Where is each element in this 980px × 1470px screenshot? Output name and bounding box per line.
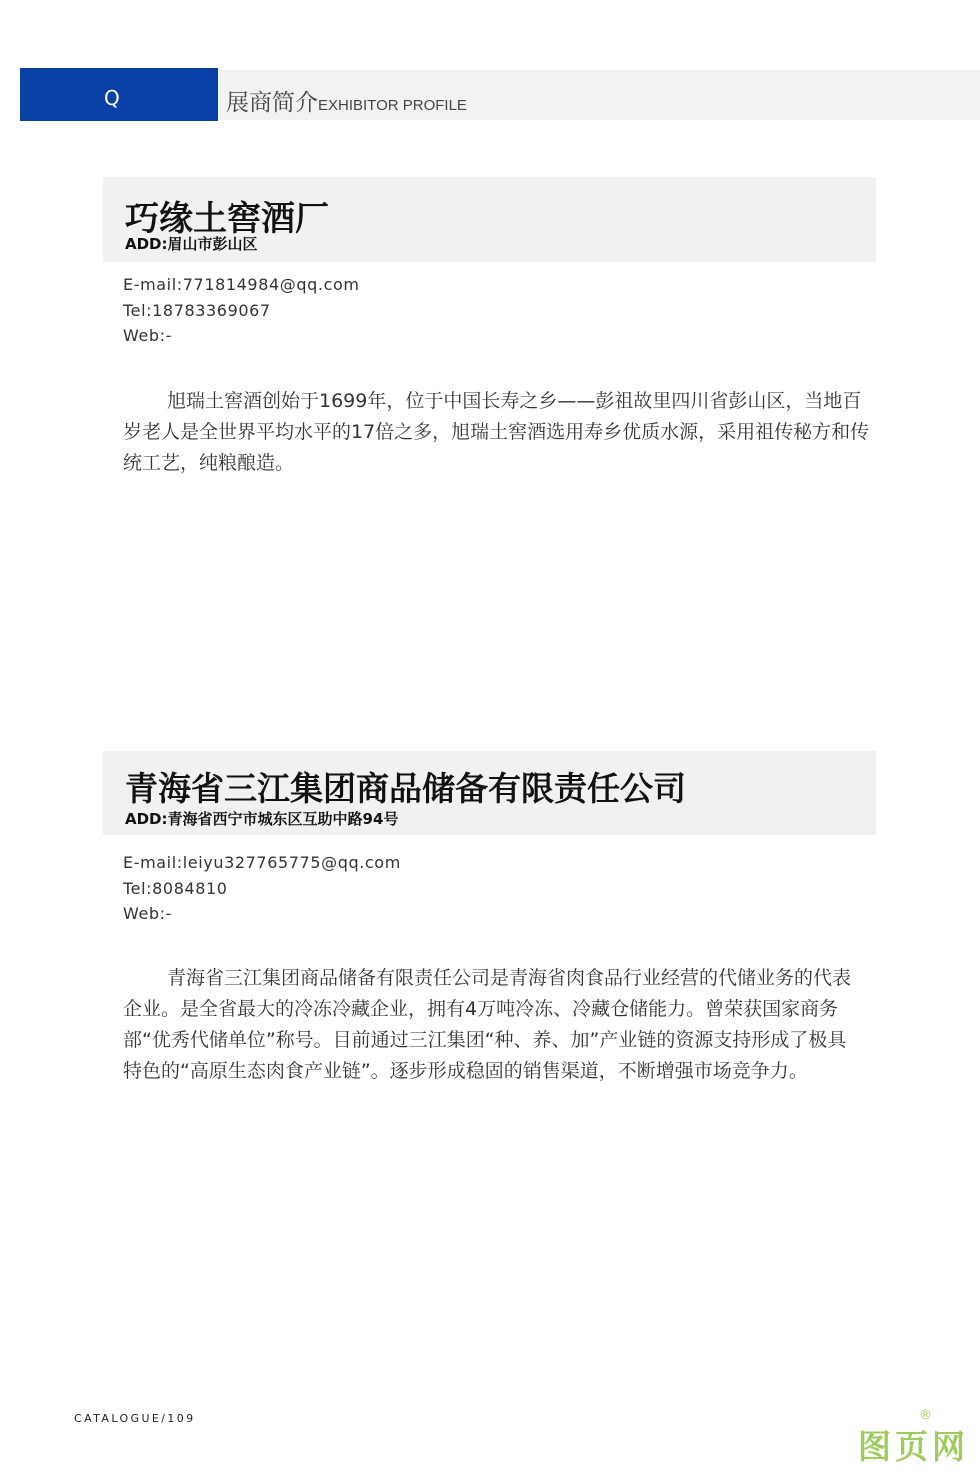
company-description: 青海省三江集团商品储备有限责任公司是青海省肉食品行业经营的代储业务的代表企业。是全省最大的冷冻冷藏企业，拥有4万吨冷冻、冷藏仓储能力。曾荣获国家商务部“优秀代储单位”称号。目前通过三江集团“种、养、加”产业链的资源支持形成了极具特色的“高原生态肉食产业链”。逐步形成稳固的销售渠道，不断增强市场竞争力。 bbox=[123, 967, 852, 1082]
company-name: 青海省三江集团商品储备有限责任公司 bbox=[125, 769, 686, 808]
company-description: 旭瑞土窖酒创始于1699年，位于中国长寿之乡——彭祖故里四川省彭山区，当地百岁老人是全世界平均水平的17倍之多，旭瑞土窖酒选用寿乡优质水源，采用祖传秘方和传统工艺，纯粮酿造。 bbox=[123, 390, 870, 474]
company-header-box bbox=[103, 177, 876, 262]
watermark-logo: 图页网 bbox=[858, 1427, 969, 1466]
registered-mark: ® bbox=[919, 1408, 932, 1423]
page-footer: CATALOGUE/109 bbox=[74, 1412, 196, 1425]
company-tel: Tel:8084810 bbox=[123, 878, 228, 898]
company-tel: Tel:18783369067 bbox=[123, 300, 271, 320]
company-email: E-mail:leiyu327765775@qq.com bbox=[123, 853, 401, 872]
company-name: 巧缘土窖酒厂 bbox=[125, 199, 329, 239]
company-address: ADD:眉山市彭山区 bbox=[125, 235, 258, 253]
company-email: E-mail:771814984@qq.com bbox=[123, 275, 360, 294]
company-web: Web:- bbox=[123, 904, 173, 923]
company-contact bbox=[123, 272, 360, 349]
company-header-box bbox=[103, 751, 876, 835]
section-letter: Q bbox=[104, 86, 120, 110]
section-title-en: EXHIBITOR PROFILE bbox=[318, 97, 467, 114]
company-web: Web:- bbox=[123, 326, 173, 345]
section-title bbox=[226, 84, 467, 117]
section-title-cn: 展商简介 bbox=[226, 90, 318, 116]
company-address: ADD:青海省西宁市城东区互助中路94号 bbox=[125, 810, 399, 828]
company-contact bbox=[123, 850, 401, 927]
